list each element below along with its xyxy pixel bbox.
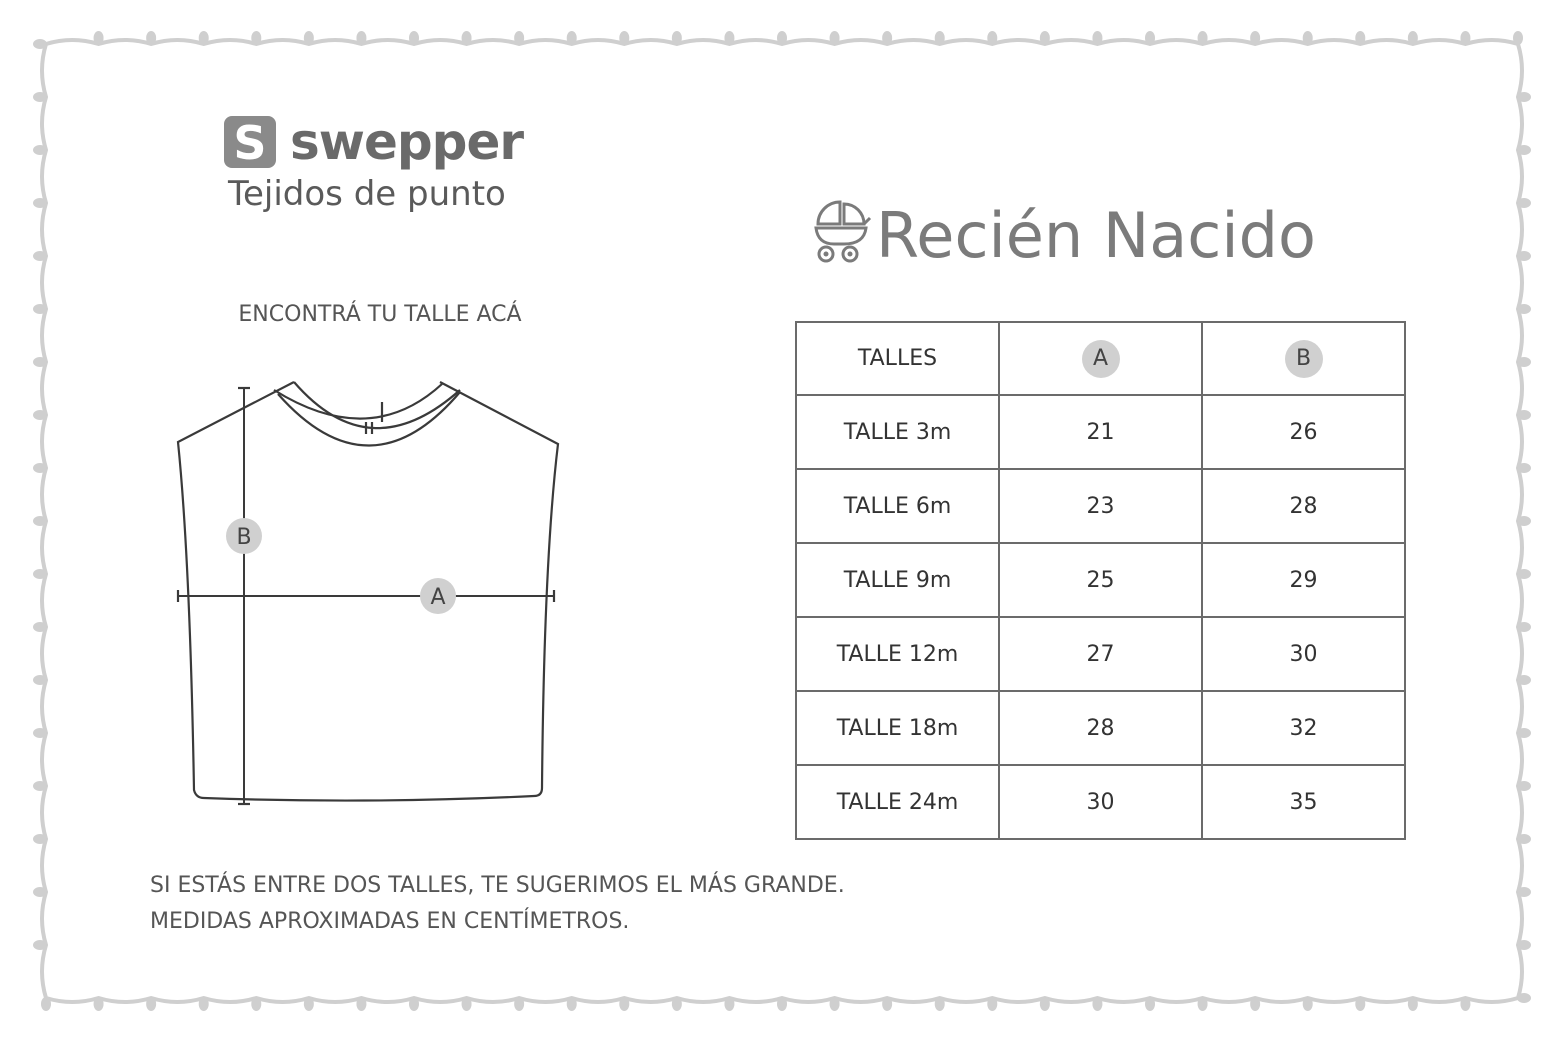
table-row bbox=[796, 765, 1405, 839]
table-row bbox=[796, 691, 1405, 765]
swepper-logo-icon bbox=[222, 114, 278, 170]
badge-a-label: A bbox=[430, 585, 446, 610]
header-a bbox=[999, 322, 1202, 395]
baby-stroller-icon bbox=[810, 198, 872, 264]
size-cell: TALLE 9m bbox=[796, 543, 999, 617]
size-cell: TALLE 6m bbox=[796, 469, 999, 543]
measure-b-cell: 26 bbox=[1202, 395, 1405, 469]
size-table bbox=[795, 321, 1406, 840]
find-size-heading: ENCONTRÁ TU TALLE ACÁ bbox=[238, 302, 522, 327]
logo-letter: S bbox=[233, 116, 267, 170]
size-notes bbox=[150, 868, 845, 940]
measure-a-cell: 30 bbox=[999, 765, 1202, 839]
badge-b-label: B bbox=[236, 525, 252, 550]
measure-b-cell: 32 bbox=[1202, 691, 1405, 765]
measure-a-cell: 25 bbox=[999, 543, 1202, 617]
measure-a-cell: 21 bbox=[999, 395, 1202, 469]
header-a-badge: A bbox=[1082, 340, 1120, 378]
table-row bbox=[796, 543, 1405, 617]
size-cell: TALLE 24m bbox=[796, 765, 999, 839]
size-cell: TALLE 18m bbox=[796, 691, 999, 765]
measure-b-badge bbox=[226, 518, 262, 554]
header-talles: TALLES bbox=[796, 322, 999, 395]
brand-name: swepper bbox=[290, 113, 524, 171]
measure-a-cell: 27 bbox=[999, 617, 1202, 691]
measure-b-cell: 29 bbox=[1202, 543, 1405, 617]
table-header-row bbox=[796, 322, 1405, 395]
size-cell: TALLE 12m bbox=[796, 617, 999, 691]
note-line: MEDIDAS APROXIMADAS EN CENTÍMETROS. bbox=[150, 909, 630, 934]
section-title: Recién Nacido bbox=[876, 199, 1316, 272]
measure-a-cell: 23 bbox=[999, 469, 1202, 543]
measure-b-cell: 30 bbox=[1202, 617, 1405, 691]
garment-diagram bbox=[160, 370, 580, 820]
measure-b-cell: 35 bbox=[1202, 765, 1405, 839]
note-line: SI ESTÁS ENTRE DOS TALLES, TE SUGERIMOS EL MÁS GRANDE. bbox=[150, 873, 845, 898]
header-b bbox=[1202, 322, 1405, 395]
size-cell: TALLE 3m bbox=[796, 395, 999, 469]
measure-a-badge bbox=[420, 578, 456, 614]
table-row bbox=[796, 395, 1405, 469]
measure-a-cell: 28 bbox=[999, 691, 1202, 765]
table-row bbox=[796, 469, 1405, 543]
table-row bbox=[796, 617, 1405, 691]
brand-tagline: Tejidos de punto bbox=[228, 174, 506, 214]
header-b-badge: B bbox=[1285, 340, 1323, 378]
measure-b-cell: 28 bbox=[1202, 469, 1405, 543]
